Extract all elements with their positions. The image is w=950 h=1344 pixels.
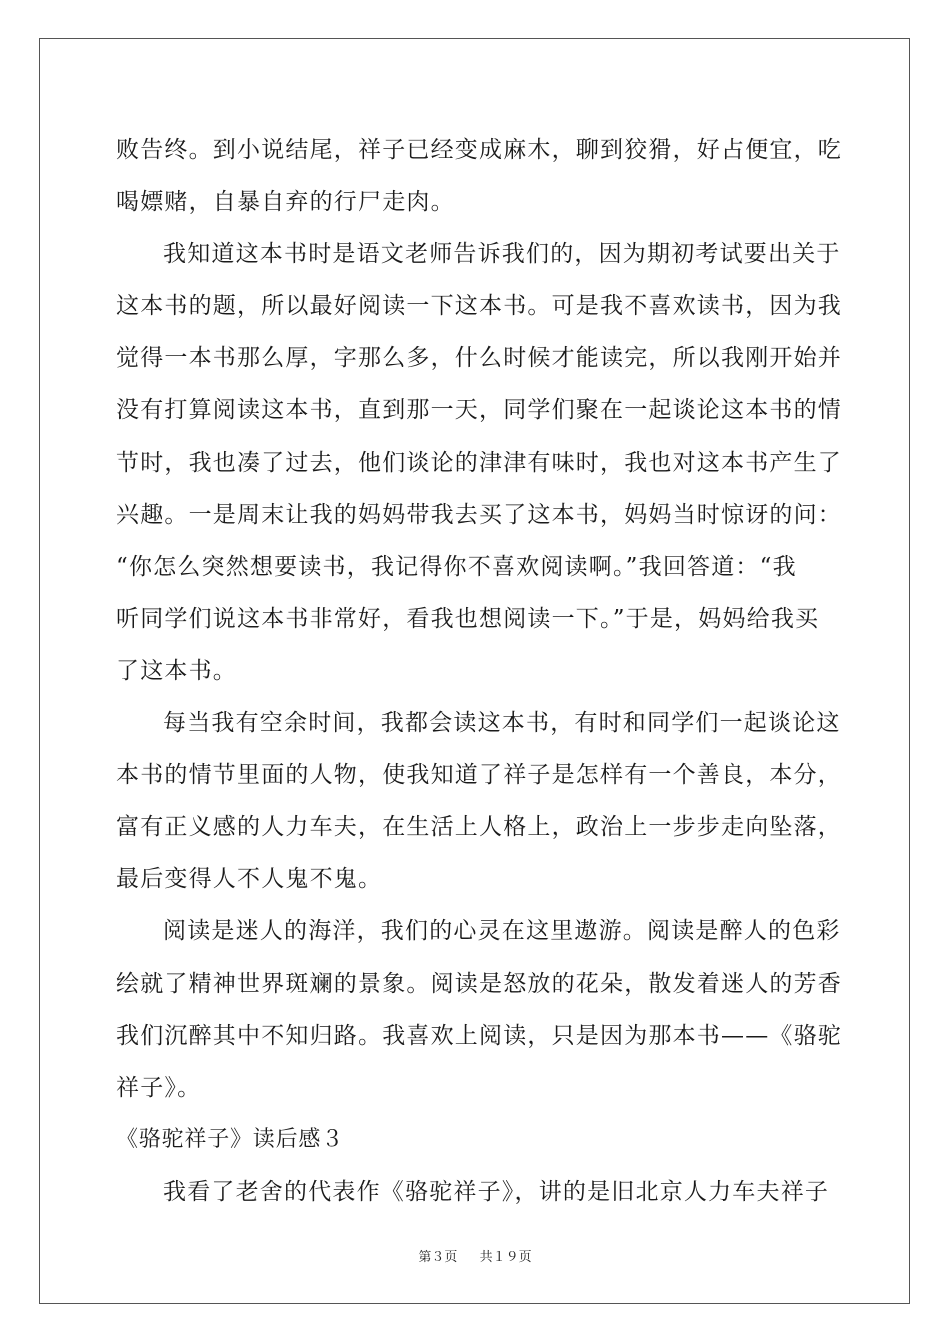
section-heading: 《骆驼祥子》读后感３ (116, 1126, 345, 1152)
paragraph-start-line: 我看了老舍的代表作《骆驼祥子》，讲的是旧北京人力车夫祥子 (163, 1178, 830, 1205)
paragraph-start-line: 阅读是迷人的海洋，我们的心灵在这里遨游。阅读是醉人的色彩 (163, 918, 841, 945)
text-line: 我们沉醉其中不知归路。我喜欢上阅读，只是因为那本书——《骆驼 (116, 1022, 842, 1049)
text-line: 听同学们说这本书非常好，看我也想阅读一下。”于是，妈妈给我买 (116, 605, 820, 632)
document-body (116, 128, 842, 1222)
text-line: 本书的情节里面的人物，使我知道了祥子是怎样有一个善良，本分， (116, 762, 842, 789)
text-line: 兴趣。一是周末让我的妈妈带我去买了这本书，妈妈当时惊讶的问： (116, 501, 842, 528)
page-total: 共１９页 (479, 1250, 532, 1265)
text-line: 没有打算阅读这本书，直到那一天，同学们聚在一起谈论这本书的情 (116, 397, 842, 424)
text-line: 了这本书。 (116, 657, 237, 684)
paragraph-start-line: 我知道这本书时是语文老师告诉我们的，因为期初考试要出关于 (163, 241, 841, 268)
text-line: 节时，我也凑了过去，他们谈论的津津有味时，我也对这本书产生了 (116, 449, 842, 476)
text-line: 祥子》。 (116, 1074, 202, 1101)
text-line: 败告终。到小说结尾，祥子已经变成麻木，聊到狡猾，好占便宜，吃 (116, 137, 842, 163)
page-footer (0, 1246, 950, 1265)
page-number: 第３页 (418, 1250, 458, 1265)
paragraph-start-line: 每当我有空余时间，我都会读这本书，有时和同学们一起谈论这 (163, 710, 841, 737)
text-line: 喝嫖赌，自暴自弃的行尸走肉。 (116, 189, 455, 216)
text-line: 绘就了精神世界斑斓的景象。阅读是怒放的花朵，散发着迷人的芳香 (116, 970, 842, 997)
text-line: 觉得一本书那么厚，字那么多，什么时候才能读完，所以我刚开始并 (116, 345, 842, 372)
text-line: “你怎么突然想要读书，我记得你不喜欢阅读啊。”我回答道：“我 (116, 553, 797, 580)
text-line: 富有正义感的人力车夫，在生活上人格上，政治上一步步走向坠落， (116, 814, 842, 841)
text-line: 这本书的题，所以最好阅读一下这本书。可是我不喜欢读书，因为我 (116, 293, 842, 320)
text-line: 最后变得人不人鬼不鬼。 (116, 866, 383, 893)
